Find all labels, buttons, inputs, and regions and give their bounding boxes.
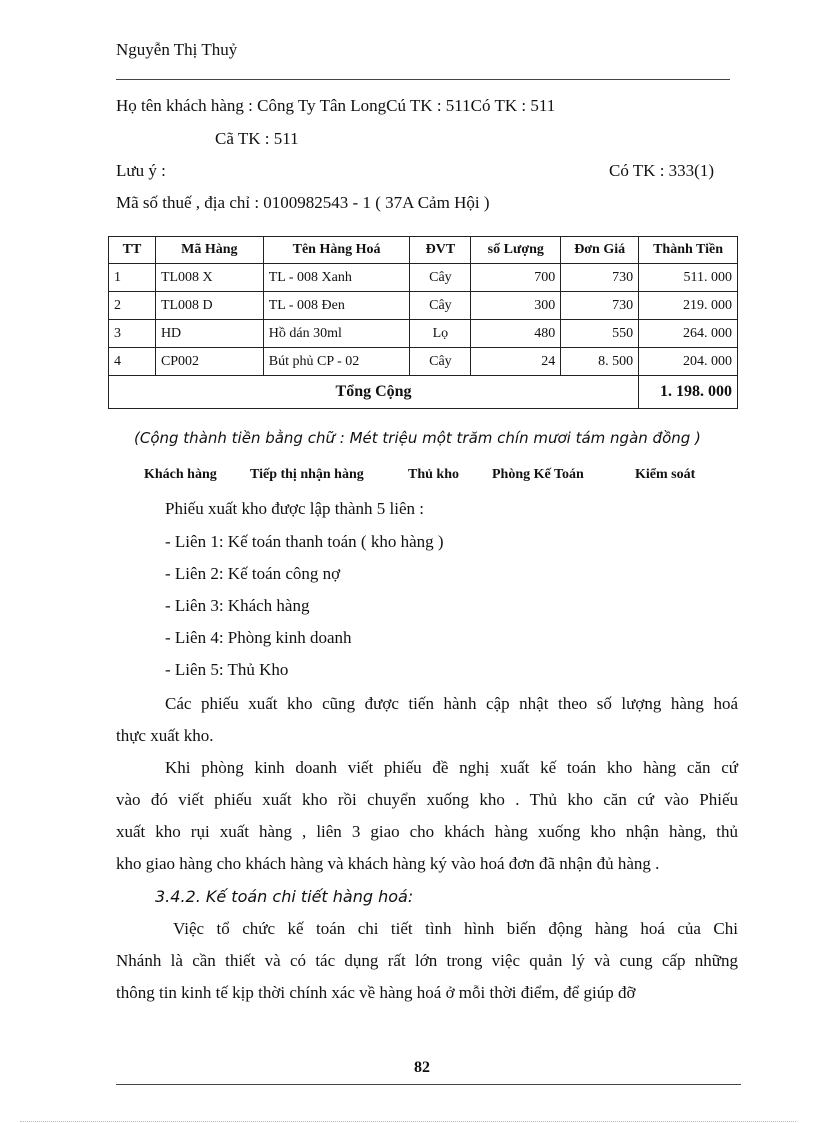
col-header: Thành Tiền [639,237,738,264]
copy-item: - Liên 3: Khách hàng [165,596,310,615]
cell-name: Bút phủ CP - 02 [263,348,410,376]
col-header: số Lượng [471,237,561,264]
cell-price: 730 [561,292,639,320]
paragraph-line: Các phiếu xuất kho cũng được tiến hành cập nhật theo số lượng hàng hoá [165,694,738,713]
cell-code: TL008 X [155,264,263,292]
col-header: Mã Hàng [155,237,263,264]
signature-customer: Khách hàng [144,467,217,482]
total-label: Tổng Cộng [109,376,639,409]
cell-qty: 480 [471,320,561,348]
signature-control: Kiểm soát [635,467,696,482]
cell-qty: 24 [471,348,561,376]
paragraph-update [116,688,738,752]
table-row [109,348,738,376]
copy-item: - Liên 1: Kế toán thanh toán ( kho hàng ) [165,532,444,551]
paragraph-line: Việc tổ chức kế toán chi tiết tình hình biến động hàng hoá của Chi [173,919,738,938]
paragraph-line: thực xuất kho. [116,726,214,745]
paragraph-line: thông tin kinh tế kịp thời chính xác về hàng hoá ở mỗi thời điểm, để giúp đỡ [116,983,636,1002]
author-name: Nguyễn Thị Thuỷ [116,40,238,59]
cell-amount: 264. 000 [639,320,738,348]
col-header: ĐVT [410,237,471,264]
ca-tk-line: Cã TK : 511 [215,129,299,148]
page-edge-dots [20,1121,796,1122]
cell-tt: 1 [109,264,156,292]
total-row [109,376,738,409]
paragraph-line: kho giao hàng cho khách hàng và khách hàng ký vào hoá đơn đã nhận đủ hàng . [116,854,660,873]
cell-code: CP002 [155,348,263,376]
footer-rule [116,1084,741,1085]
cell-tt: 2 [109,292,156,320]
cell-price: 550 [561,320,639,348]
table-row [109,320,738,348]
copy-item: - Liên 2: Kế toán công nợ [165,564,341,583]
signature-marketing: Tiếp thị nhận hàng [250,467,364,482]
paragraph-line: Khi phòng kinh doanh viết phiếu đề nghị xuất kế toán kho hàng căn cứ [165,758,738,777]
table-row [109,264,738,292]
col-header: Tên Hàng Hoá [263,237,410,264]
paragraph-line: xuất kho rụi xuất hàng , liên 3 giao cho khách hàng xuống kho nhận hàng, thủ [116,822,738,841]
cell-code: HD [155,320,263,348]
copy-item: - Liên 4: Phòng kinh doanh [165,628,352,647]
cell-unit: Cây [410,292,471,320]
cell-qty: 700 [471,264,561,292]
cell-price: 730 [561,264,639,292]
cell-name: Hồ dán 30ml [263,320,410,348]
signature-accounting: Phòng Kế Toán [492,467,584,482]
table-header-row [109,237,738,264]
cell-qty: 300 [471,292,561,320]
co-tk-333: Có TK : 333(1) [609,161,714,180]
cell-tt: 4 [109,348,156,376]
copy-item: - Liên 5: Thủ Kho [165,660,289,679]
cell-code: TL008 D [155,292,263,320]
table-row [109,292,738,320]
cell-amount: 511. 000 [639,264,738,292]
cell-unit: Cây [410,264,471,292]
paragraph-line: Nhánh là cần thiết và có tác dụng rất lớn trong việc quản lý và cung cấp những [116,951,738,970]
amount-in-words: (Cộng thành tiền bằng chữ : Mét triệu một trăm chín mươi tám ngàn đồng ) [134,429,701,447]
cell-tt: 3 [109,320,156,348]
cell-price: 8. 500 [561,348,639,376]
tax-address-line: Mã số thuế , địa chỉ : 0100982543 - 1 ( 37A Cảm Hội ) [116,193,490,212]
signature-storekeeper: Thủ kho [408,467,459,482]
paragraph-line: vào đó viết phiếu xuất kho rồi chuyển xuống kho . Thủ kho căn cứ vào Phiếu [116,790,738,809]
total-value: 1. 198. 000 [639,376,738,409]
page-number: 82 [414,1059,430,1076]
header-rule [116,79,730,80]
luu-y-label: Lưu ý : [116,161,166,180]
section-heading: 3.4.2. Kế toán chi tiết hàng hoá: [155,887,414,906]
cell-unit: Lọ [410,320,471,348]
invoice-table [108,236,738,409]
paragraph-detail [116,913,738,1009]
customer-line: Họ tên khách hàng : Công Ty Tân LongCú TK : 511Có TK : 511 [116,96,556,115]
paragraph-process [116,752,738,880]
copies-intro: Phiếu xuất kho được lập thành 5 liên : [165,499,424,518]
cell-amount: 204. 000 [639,348,738,376]
col-header: Đơn Giá [561,237,639,264]
cell-amount: 219. 000 [639,292,738,320]
col-header: TT [109,237,156,264]
cell-name: TL - 008 Xanh [263,264,410,292]
cell-name: TL - 008 Đen [263,292,410,320]
cell-unit: Cây [410,348,471,376]
